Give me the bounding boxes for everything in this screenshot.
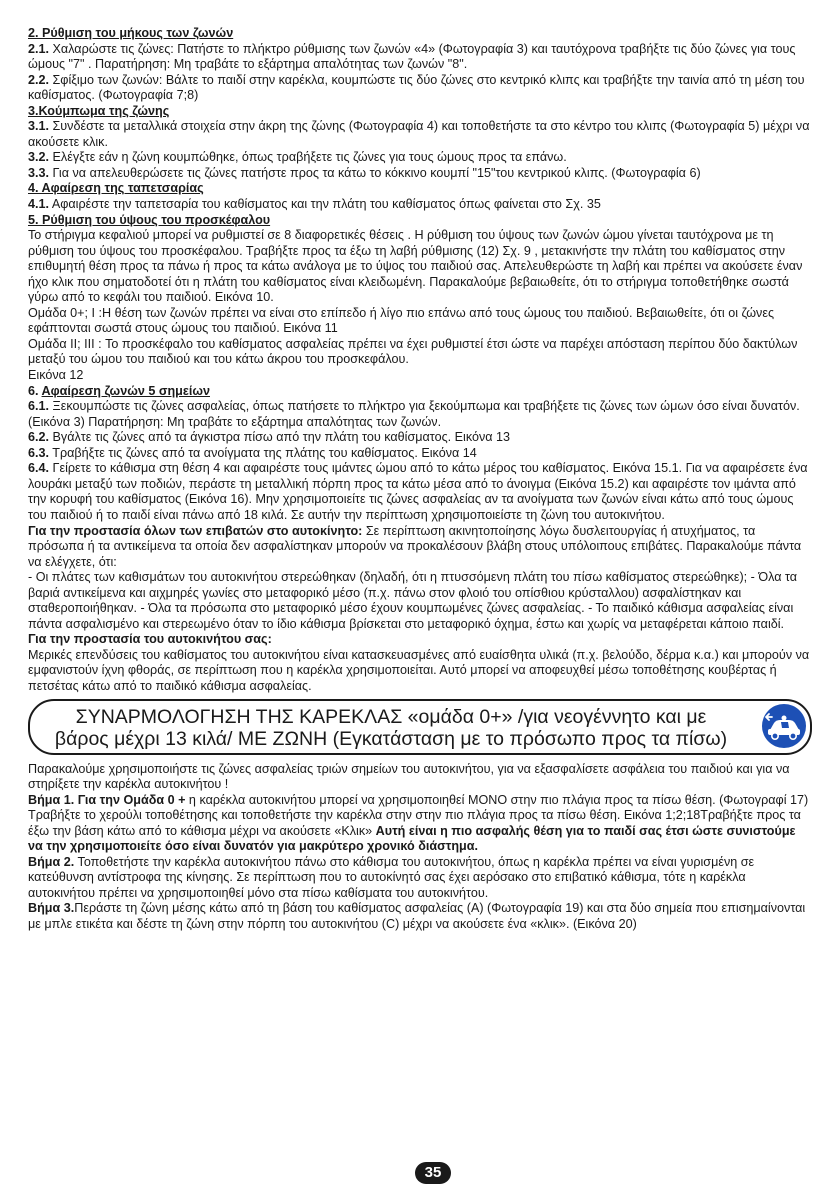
paragraph-6-3 bbox=[28, 446, 812, 462]
step-1-bold: Αυτή είναι η πιο ασφαλής θέση για το παιδί σας έτσι ώστε συνιστούμε να την χρησιμοποιείτε όσο είναι δυνατόν για μακρύτερο χρονικό διάστημα. bbox=[28, 823, 796, 854]
paragraph-4-1 bbox=[28, 197, 812, 213]
item-number: 2.2. bbox=[28, 72, 50, 87]
paragraph-6-2 bbox=[28, 430, 812, 446]
paragraph-text: Ομάδα II; III : Το προσκέφαλο του καθίσματος ασφαλείας πρέπει να έχει ρυθμιστεί έτσι ώστε να παρέχει απόσταση περίπου δύο δακτύλων μεταξύ του ώμου του παιδιού και του κάτω άκρου του προσκεφάλου. bbox=[28, 336, 798, 367]
paragraph-text: Για να απελευθερώσετε τις ζώνες πατήστε προς τα κάτω το κόκκινο κουμπί "15"του κεντρικού κλιπς. (Φωτογραφία 6) bbox=[49, 165, 701, 180]
paragraph-text: Ελέγξτε εάν η ζώνη κουμπώθηκε, όπως τραβήξετε τις ζώνες για τους ώμους προς τα επάνω. bbox=[49, 150, 567, 165]
installation-banner bbox=[28, 699, 812, 755]
paragraph-3-3 bbox=[28, 166, 812, 182]
paragraph-3-1 bbox=[28, 119, 812, 150]
rear-facing-car-seat-icon bbox=[762, 704, 806, 748]
paragraph-text: Γείρετε το κάθισμα στη θέση 4 και αφαιρέστε τους ιμάντες ώμου από το κάτω μέρος του καθίσματος. Εικόνα 15.1. Για να αφαιρέσετε ένα λουράκι μεταξύ των ποδιών, περάστε τη μεταλλική πόρπη προς τα κάτω μέσα από το άνοιγμα (Εικόνα 15.2) και αφαιρέστε τον ιμάντα από την κορυφή του καθίσματος (Εικόνα 16). Μην χρησιμοποιείτε τις ζώνες ασφαλείας αν τα ανοίγματα των ζωνών είναι κάτω από τους ώμους του παιδιού ή το παιδί είναι πάνω από 18 κιλά. Σε αυτήν την περίπτωση χρησιμοποιείστε τη ζώνη του αυτοκινήτου. bbox=[28, 461, 808, 522]
install-step-3 bbox=[28, 901, 812, 932]
banner-title bbox=[50, 706, 732, 750]
car-seat-glyph bbox=[762, 704, 806, 748]
step-1-text: η καρέκλα αυτοκινήτου μπορεί να χρησιμοποιηθεί ΜΟΝΟ στην πιο πλάγια προς τα πίσω θέση. (Φωτογραφί 17) Τραβήξτε το χερούλι τοποθέτησης και τοποθετήστε την καρέκλα στην στην πιο πλάγια προς τα πίσω θέση. Εικόνα 1;2;18Τραβήξτε προς τα έξω την βάση κάτω από το κάθισμα μέχρι να ακούσετε «Κλικ» bbox=[28, 792, 809, 838]
paragraph-5-intro: Το στήριγμα κεφαλιού μπορεί να ρυθμιστεί σε 8 διαφορετικές θέσεις . Η ρύθμιση του ύψους των ζωνών ώμου γίνεται ταυτόχρονα με τη ρύθμιση του ύψους του προσκέφαλου. Τραβήξτε προς τα έξω τη λαβή ρύθμισης (12) Σχ. 9 , μετακινήστε την πλάτη του καθίσματος στην επιθυμητή θέση προς τα πάνω ή προς τα κάτω ανάλογα με το ύψος του παιδιού σας. Απελευθερώστε τη λαβή και πρέπει να ακούσετε έναν ήχο κλικ που σηματοδοτεί ότι η πλάτη του καθίσματος είναι κλειδωμένη. Παρακαλούμε βεβαιωθείτε, ότι το στήριγμα τοποθετήθηκε σωστά γύρω από το κεφάλι του παιδιού. Εικόνα 10. bbox=[28, 228, 803, 305]
figure-ref: Εικόνα 12 bbox=[28, 368, 84, 383]
paragraph-text: Συνδέστε τα μεταλλικά στοιχεία στην άκρη της ζώνης (Φωτογραφία 4) και τοποθετήστε τα στο κέντρο του κλιπς (Φωτογραφία 5) μέχρι να ακούσετε κλικ. bbox=[28, 119, 810, 149]
banner-line-2: βάρος μέχρι 13 κιλά/ ΜΕ ΖΩΝΗ (Εγκατάσταση με το πρόσωπο προς τα πίσω) bbox=[54, 727, 728, 750]
banner-line-1: ΣΥΝΑΡΜΟΛΟΓΗΣΗ ΤΗΣ ΚΑΡΕΚΛΑΣ «ομάδα 0+» /για νεογέννητο και με bbox=[75, 705, 707, 728]
section-5-title: 5. Ρύθμιση του ύψους του προσκέφαλου bbox=[28, 212, 271, 227]
paragraph-6-1 bbox=[28, 399, 812, 430]
install-step-1 bbox=[28, 793, 812, 855]
install-intro: Παρακαλούμε χρησιμοποιήστε τις ζώνες ασφαλείας τριών σημείων του αυτοκινήτου, για να εξασφαλίσετε ασφάλεια του παιδιού και για να στηρίξετε την καρέκλα αυτοκινήτου ! bbox=[28, 761, 790, 792]
paragraph-text: Χαλαρώστε τις ζώνες: Πατήστε το πλήκτρο ρύθμισης των ζωνών «4» (Φωτογραφία 3) και ταυτόχρονα τραβήξτε τις δύο ζώνες για τους ώμους "7" . Παρατήρηση: Μη τραβάτε το εξάρτημα απαλότητας των ζωνών "8". bbox=[28, 41, 796, 72]
step-3-text: Περάστε τη ζώνη μέσης κάτω από τη βάση του καθίσματος ασφαλείας (A) (Φωτογραφία 19) και στα δύο σημεία που επισημαίνονται με μπλε ετικέτα και δέστε τη ζώνη στην πόρπη του αυτοκινήτου (C) μέχρι να ακούσετε ένα «κλικ». (Εικόνα 20) bbox=[28, 901, 806, 931]
paragraph-5-group0: Ομάδα 0+; I :Η θέση των ζωνών πρέπει να είναι στο επίπεδο ή λίγο πιο επάνω από τους ώμους του παιδιού. Βεβαιωθείτε, ότι οι ζώνες εφάπτονται σωστά στους ώμους του παιδιού. Εικόνα 11 bbox=[28, 305, 775, 336]
paragraph-text: Τραβήξτε τις ζώνες από τα ανοίγματα της πλάτης του καθίσματος. Εικόνα 14 bbox=[49, 445, 477, 460]
paragraph-3-2 bbox=[28, 150, 812, 166]
passengers-protection bbox=[28, 524, 812, 571]
step-2-text: Τοποθετήστε την καρέκλα αυτοκινήτου πάνω στο κάθισμα του αυτοκινήτου, όπως η καρέκλα πρέπει να είναι γυρισμένη σε κατεύθυνση αντίστροφα της κίνησης. Σε περίπτωση που το αυτοκίνητό σας έχει αερόσακο στο επιβατικό κάθισμα, τότε η καρέκλα αυτοκινήτου πρέπει να χρησιμοποιηθεί μόνο στα πίσω καθίσματα του αυτοκινήτου. bbox=[28, 854, 755, 900]
item-number: 4.1. bbox=[28, 197, 50, 212]
step-2-lead: Βήμα 2. bbox=[28, 854, 75, 869]
paragraph-text: Ξεκουμπώστε τις ζώνες ασφαλείας, όπως πατήσετε το πλήκτρο για ξεκούμπωμα και τραβήξετε τις ζώνες των ώμων όσο είναι δυνατόν. (Εικόνα 3) Παρατήρηση: Μη τραβάτε το εξάρτημα απαλότητας των ζωνών. bbox=[28, 399, 800, 429]
item-number: 3.1. bbox=[28, 119, 50, 134]
car-protection-text: Μερικές επενδύσεις του καθίσματος του αυτοκινήτου είναι κατασκευασμένες από ευαίσθητα υλικά (π.χ. βελούδο, δέρμα κ.α.) και μπορούν να εμφανιστούν ίχνη φθοράς, σε περίπτωση που η καρέκλα χρησιμοποιείται. Αυτό μπορεί να αποφευχθεί μέσω τοποθέτησης κουβέρτας ή πετσέτας κάτω από το παιδικό κάθισμα ασφαλείας. bbox=[28, 647, 810, 693]
item-number: 2.1. bbox=[28, 41, 50, 56]
section-number: 6. bbox=[28, 383, 42, 398]
section-6-title-text: Αφαίρεση ζωνών 5 σημείων bbox=[41, 383, 210, 398]
step-3-lead: Βήμα 3. bbox=[28, 901, 75, 916]
section-2-title: 2. Ρύθμιση του μήκους των ζωνών bbox=[28, 26, 234, 40]
item-number: 6.2. bbox=[28, 430, 50, 445]
install-step-2 bbox=[28, 855, 812, 902]
section-6-title bbox=[28, 384, 812, 400]
item-number: 6.3. bbox=[28, 445, 50, 460]
paragraph-6-4 bbox=[28, 461, 812, 523]
paragraph-2-1 bbox=[28, 42, 812, 73]
paragraph-text: Σφίξιμο των ζωνών: Βάλτε το παιδί στην καρέκλα, κουμπώστε τις δύο ζώνες στο κεντρικό κλιπς και τραβήξτε την ταινία από τη μέση του καθίσματος. (Φωτογραφία 7;8) bbox=[28, 72, 805, 103]
item-number: 6.4. bbox=[28, 461, 50, 476]
paragraph-text: Βγάλτε τις ζώνες από τα άγκιστρα πίσω από την πλάτη του καθίσματος. Εικόνα 13 bbox=[49, 430, 511, 445]
item-number: 3.3. bbox=[28, 165, 50, 180]
manual-page bbox=[28, 26, 812, 933]
paragraph-5-group2 bbox=[28, 337, 812, 384]
section-4-title: 4. Αφαίρεση της ταπετσαρίας bbox=[28, 181, 204, 196]
paragraph-text: Αφαιρέστε την ταπετσαρία του καθίσματος και την πλάτη του καθίσματος όπως φαίνεται στο Σχ. 35 bbox=[49, 197, 601, 212]
passengers-protection-lead: Για την προστασία όλων των επιβατών στο αυτοκίνητο: bbox=[28, 523, 363, 538]
section-3-title: 3.Κούμπωμα της ζώνης bbox=[28, 103, 170, 118]
step-1-lead: Βήμα 1. Για την Ομάδα 0 + bbox=[28, 792, 186, 807]
item-number: 6.1. bbox=[28, 399, 50, 414]
page-number: 35 bbox=[415, 1162, 451, 1184]
item-number: 3.2. bbox=[28, 150, 50, 165]
paragraph-2-2 bbox=[28, 73, 812, 104]
paragraph-text: Σε περίπτωση ακινητοποίησης λόγω δυσλειτουργίας ή ατυχήματος, τα πρόσωπα ή τα αντικείμενα τα οποία δεν ασφαλίστηκαν μπορούν να προκαλέσουν βλάβη στους υπόλοιπους επιβάτες. Παρακαλούμε πάντα να ελέγχετε, ότι: bbox=[28, 523, 802, 569]
passengers-checklist: - Οι πλάτες των καθισμάτων του αυτοκινήτου στερεώθηκαν (δηλαδή, ότι η πτυσσόμενη πλάτη του πίσω καθίσματος στερεώθηκε); - Όλα τα βαριά αντικείμενα και αιχμηρές γωνίες στο μεταφορικό μέσο (π.χ. πάνω στον φλοιό του οπίσθιου κρύσταλλου) ασφαλίστηκαν και σταθεροποιήθηκαν. - Όλα τα πρόσωπα στο μεταφορικό μέσο έχουν κουμπωμένες ζώνες ασφαλείας. - Το παιδικό κάθισμα ασφαλείας είναι πάντα ασφαλισμένο και στερεωμένο όταν το ίδιο κάθισμα βρίσκεται στο μεταφορικό όχημα, έστω και χωρίς να μεταφέρεται κάποιο παιδί. bbox=[28, 570, 798, 631]
car-protection-lead: Για την προστασία του αυτοκινήτου σας: bbox=[28, 632, 272, 647]
